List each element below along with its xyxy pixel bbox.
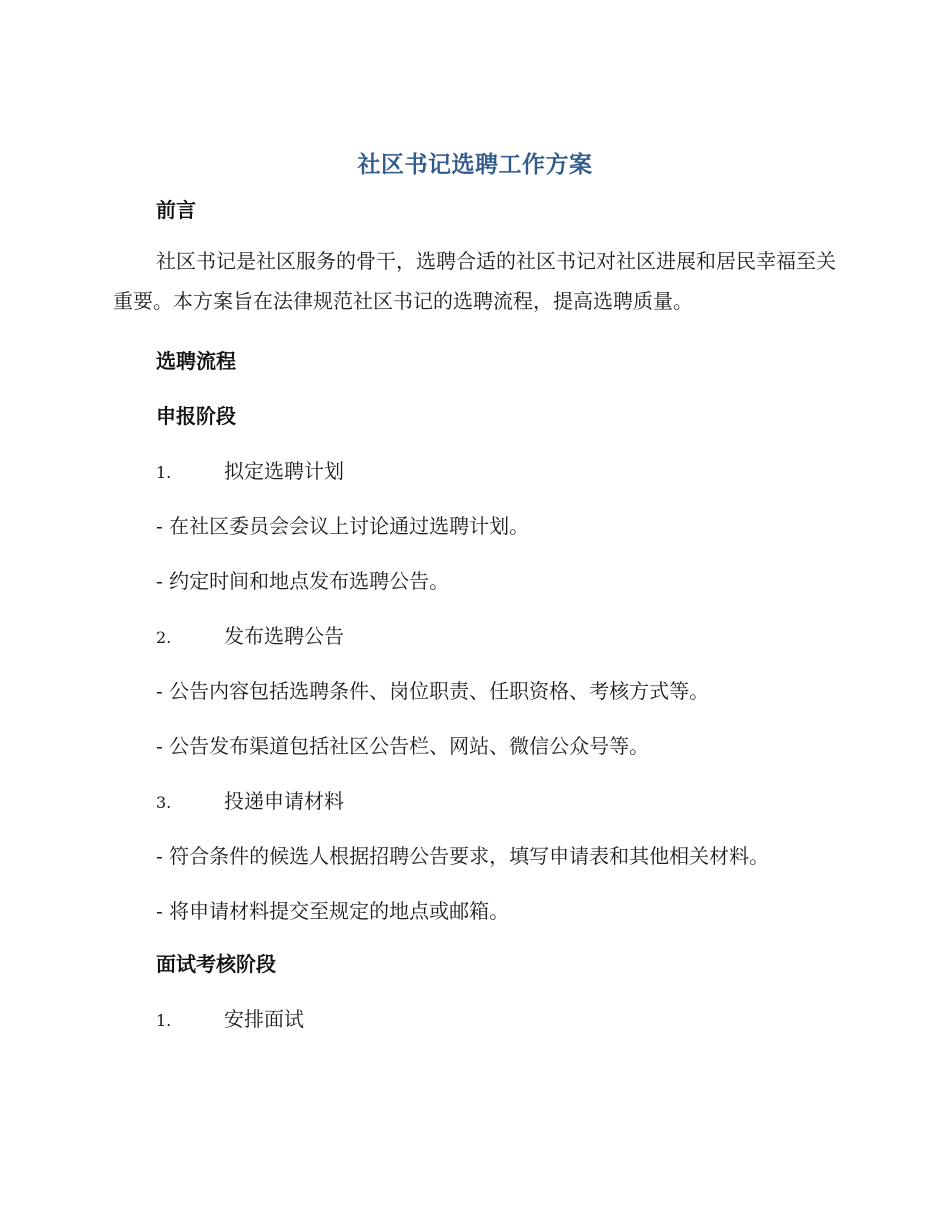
numbered-item — [156, 620, 344, 649]
preface-paragraph: 社区书记是社区服务的骨干，选聘合适的社区书记对社区进展和居民幸福至关重要。本方案旨在法律规范社区书记的选聘流程，提高选聘质量。 — [113, 249, 836, 313]
numbered-item — [156, 1003, 304, 1032]
item-number: 3. — [156, 793, 172, 812]
item-label: 投递申请材料 — [224, 789, 344, 813]
process-heading: 选聘流程 — [156, 349, 236, 373]
bullet-line: - 在社区委员会会议上讨论通过选聘计划。 — [156, 514, 530, 538]
bullet-line: - 公告发布渠道包括社区公告栏、网站、微信公众号等。 — [156, 734, 650, 758]
numbered-item — [156, 785, 344, 814]
item-number: 2. — [156, 628, 172, 647]
item-label: 拟定选聘计划 — [224, 459, 344, 483]
bullet-line: - 符合条件的候选人根据招聘公告要求，填写申请表和其他相关材料。 — [156, 844, 770, 868]
bullet-line: - 约定时间和地点发布选聘公告。 — [156, 569, 450, 593]
item-label: 发布选聘公告 — [224, 624, 344, 648]
numbered-item — [156, 455, 344, 484]
document-title: 社区书记选聘工作方案 — [357, 152, 593, 178]
bullet-line: - 将申请材料提交至规定的地点或邮箱。 — [156, 899, 510, 923]
preface-heading: 前言 — [156, 198, 196, 222]
stage2-heading: 面试考核阶段 — [156, 952, 276, 976]
item-number: 1. — [156, 1011, 172, 1030]
item-label: 安排面试 — [224, 1007, 304, 1031]
item-number: 1. — [156, 463, 172, 482]
stage1-heading: 申报阶段 — [156, 404, 236, 428]
bullet-line: - 公告内容包括选聘条件、岗位职责、任职资格、考核方式等。 — [156, 679, 710, 703]
